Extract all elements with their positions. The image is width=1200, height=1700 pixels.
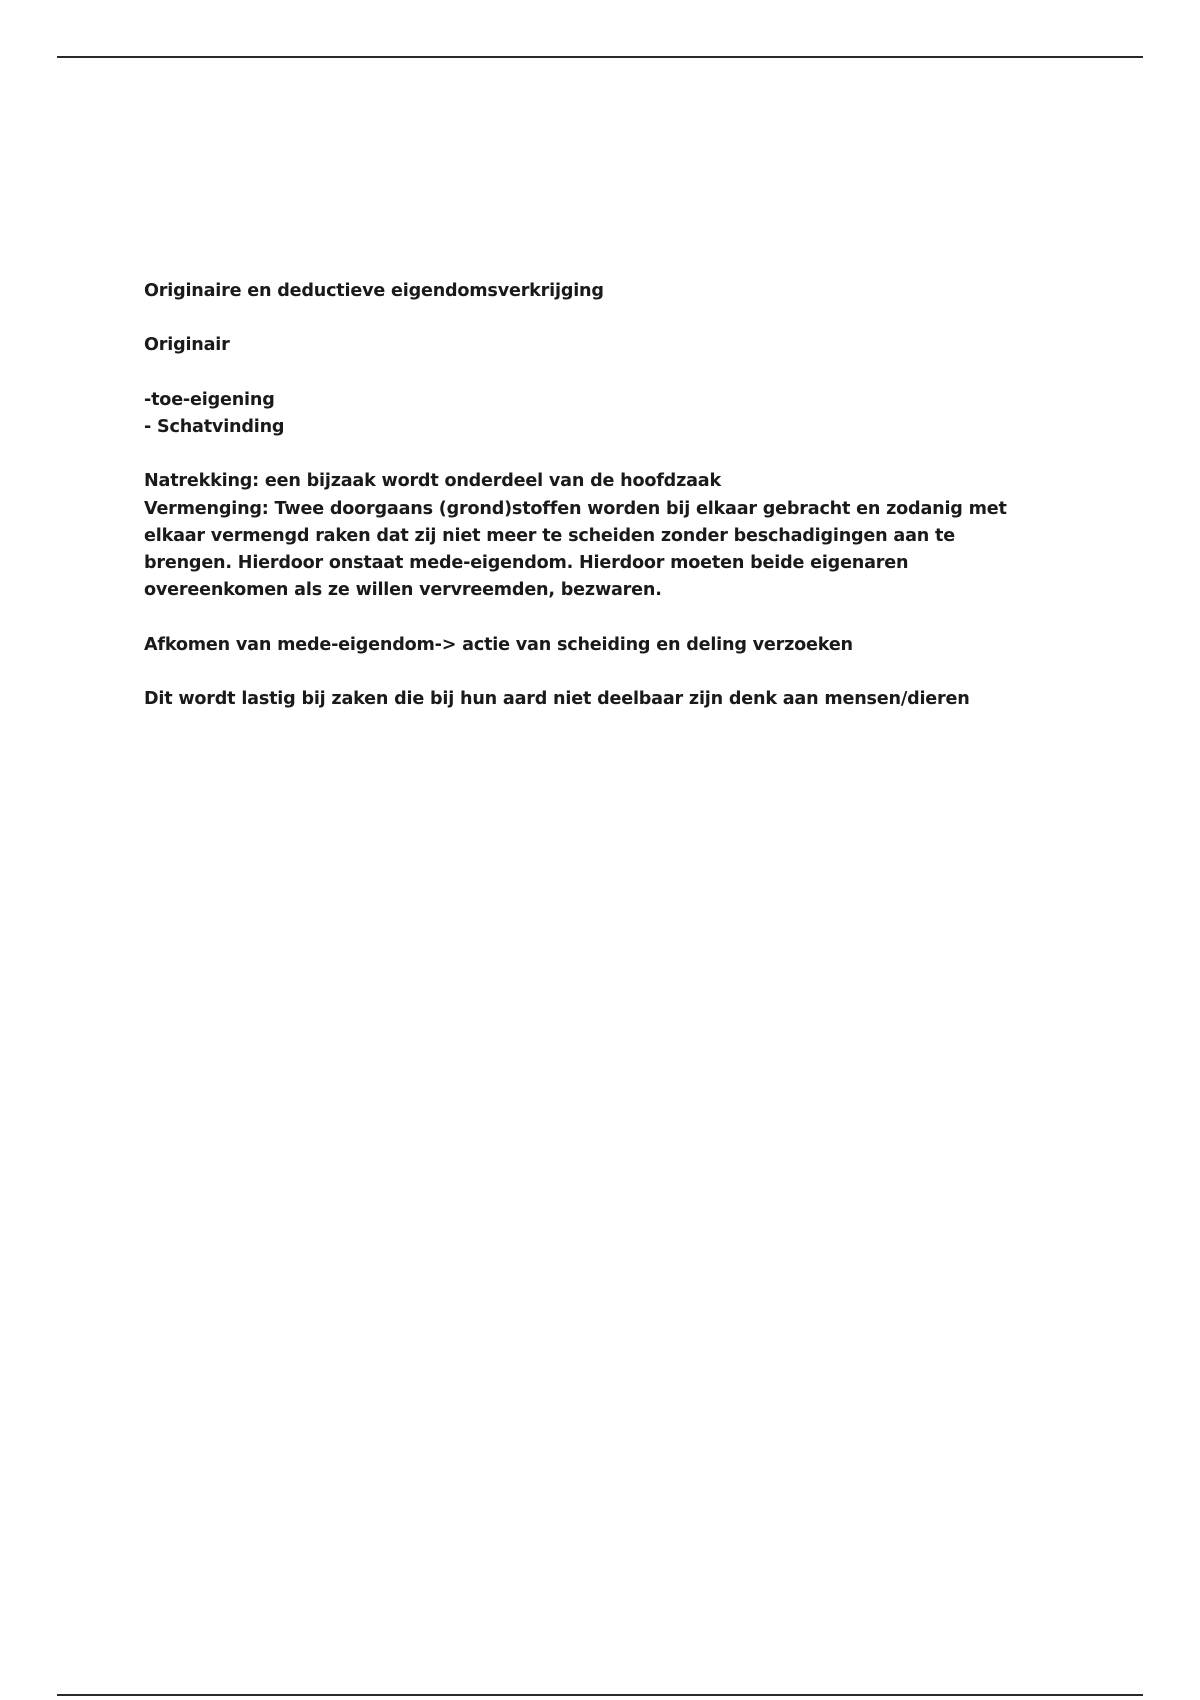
paragraph-natrekking: Natrekking: een bijzaak wordt onderdeel van de hoofdzaak	[144, 471, 721, 492]
spacer	[144, 441, 1044, 468]
spacer	[144, 604, 1044, 631]
spacer	[144, 659, 1044, 686]
section-heading-originair: Originair	[144, 335, 230, 356]
paragraph-lastig: Dit wordt lastig bij zaken die bij hun aard niet deelbaar zijn denk aan mensen/dieren	[144, 688, 970, 709]
spacer	[144, 305, 1044, 332]
spacer	[144, 360, 1044, 387]
paragraph-afkomen: Afkomen van mede-eigendom-> actie van scheiding en deling verzoeken	[144, 634, 853, 655]
paragraph-vermenging: Vermenging: Twee doorgaans (grond)stoffen worden bij elkaar gebracht en zodanig met elkaar vermengd raken dat zij niet meer te scheiden zonder beschadigingen aan te brengen. Hierdoor onstaat mede-eigendom. Hierdoor moeten beide eigenaren overeenkomen als ze willen vervreemden, bezwaren.	[144, 498, 1007, 601]
footer-rule	[57, 1694, 1143, 1696]
document-body	[144, 278, 1044, 713]
header-rule	[57, 56, 1143, 58]
list-item: -toe-eigening	[144, 389, 275, 410]
list-item: - Schatvinding	[144, 416, 285, 437]
document-heading: Originaire en deductieve eigendomsverkrijging	[144, 281, 604, 301]
